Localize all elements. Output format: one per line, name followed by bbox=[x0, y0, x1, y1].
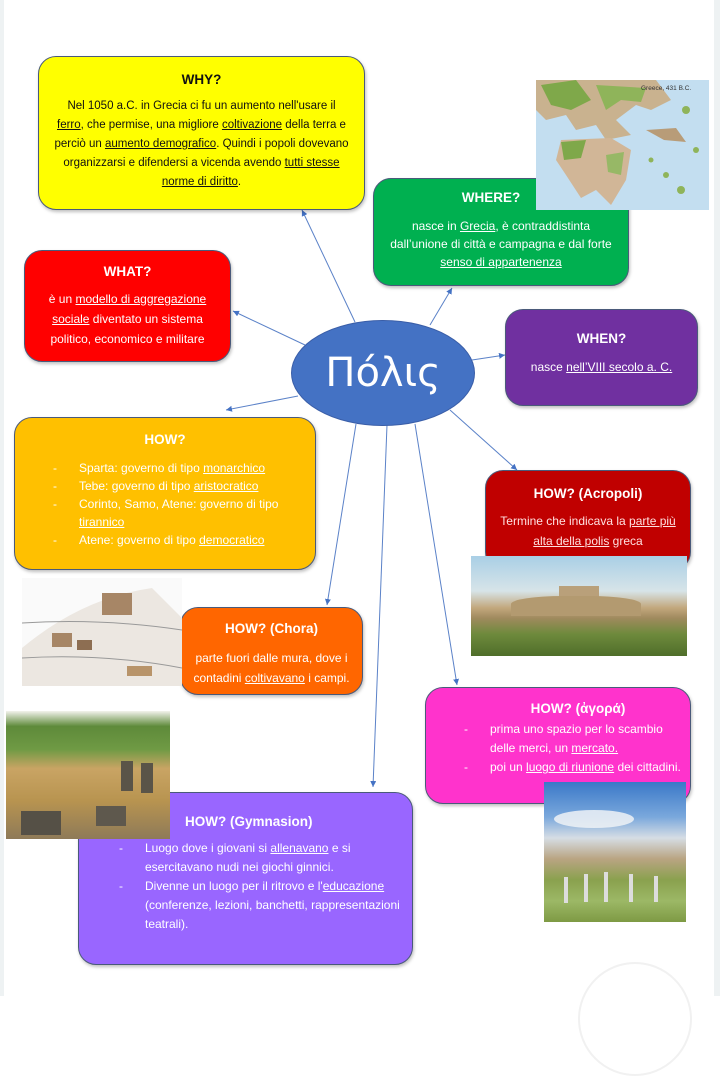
chora-title: HOW? (Chora) bbox=[225, 621, 318, 636]
gymnasion-photo bbox=[6, 711, 170, 839]
agora-title: HOW? (ἀγορά) bbox=[530, 701, 626, 716]
svg-text:Greece, 431 B.C.: Greece, 431 B.C. bbox=[641, 85, 692, 92]
what-box bbox=[24, 250, 231, 362]
how-list-item: - Sparta: governo di tipo monarchico bbox=[21, 459, 309, 477]
how-list-item: - Tebe: governo di tipo aristocratico bbox=[21, 477, 309, 495]
when-text: nasce nell’VIII secolo a. C. bbox=[530, 360, 673, 374]
scroll-indicator-circle bbox=[578, 962, 692, 1076]
why-box bbox=[38, 56, 365, 210]
agora-list-item: - prima uno spazio per lo scambio delle merci, un mercato. bbox=[432, 720, 684, 758]
acropoli-box bbox=[485, 470, 691, 570]
what-text: è un modello di aggregazione sociale diventato un sistema politico, economico e militare bbox=[48, 292, 207, 346]
when-title: WHEN? bbox=[576, 331, 627, 346]
acropolis-photo bbox=[471, 556, 687, 656]
acropoli-text: Termine che indicava la parte più alta della polis greca bbox=[500, 514, 676, 548]
where-text: nasce in Grecia, è contraddistinta dall’unione di città e campagna e dal forte senso di appartenenza bbox=[390, 219, 612, 269]
gymnasion-list-item: - Divenne un luogo per il ritrovo e l'educazione (conferenze, lezioni, banchetti, rappresentazioni teatrali). bbox=[87, 877, 404, 934]
gymnasion-list-item: - Luogo dove i giovani si allenavano e si esercitavano nudi nei giochi ginnici. bbox=[87, 839, 404, 877]
agora-list bbox=[432, 720, 684, 777]
how-title: HOW? bbox=[144, 432, 186, 447]
chora-box bbox=[180, 607, 363, 695]
how-box bbox=[14, 417, 316, 570]
why-text: Nel 1050 a.C. in Grecia ci fu un aumento nell'usare il ferro, che permise, una migliore coltivazione della terra e perciò un aumento demografico. Quindi i popoli dovevano organizzarsi e difendersi a vicenda avendo tutti stesse norme di diritto. bbox=[54, 100, 349, 188]
central-node-polis bbox=[291, 320, 475, 426]
gymnasion-list bbox=[87, 839, 404, 934]
where-title: WHERE? bbox=[461, 190, 521, 205]
acropoli-title: HOW? (Acropoli) bbox=[533, 486, 643, 501]
gymnasion-title: HOW? (Gymnasion) bbox=[185, 814, 313, 829]
agora-list-item: - poi un luogo di riunione dei cittadini. bbox=[432, 758, 684, 777]
chora-text: parte fuori dalle mura, dove i contadini coltivavano i campi. bbox=[193, 651, 350, 685]
how-list-item: - Corinto, Samo, Atene: governo di tipo tirannico bbox=[21, 495, 309, 531]
greece-map-image bbox=[536, 80, 709, 210]
chora-illustration bbox=[22, 578, 182, 686]
agora-photo bbox=[544, 782, 686, 922]
when-box bbox=[505, 309, 698, 406]
what-title: WHAT? bbox=[103, 264, 152, 279]
why-title: WHY? bbox=[181, 72, 222, 87]
how-list-item: - Atene: governo di tipo democratico bbox=[21, 531, 309, 549]
central-node-label: Πόλις bbox=[325, 350, 441, 396]
how-list bbox=[21, 459, 309, 549]
